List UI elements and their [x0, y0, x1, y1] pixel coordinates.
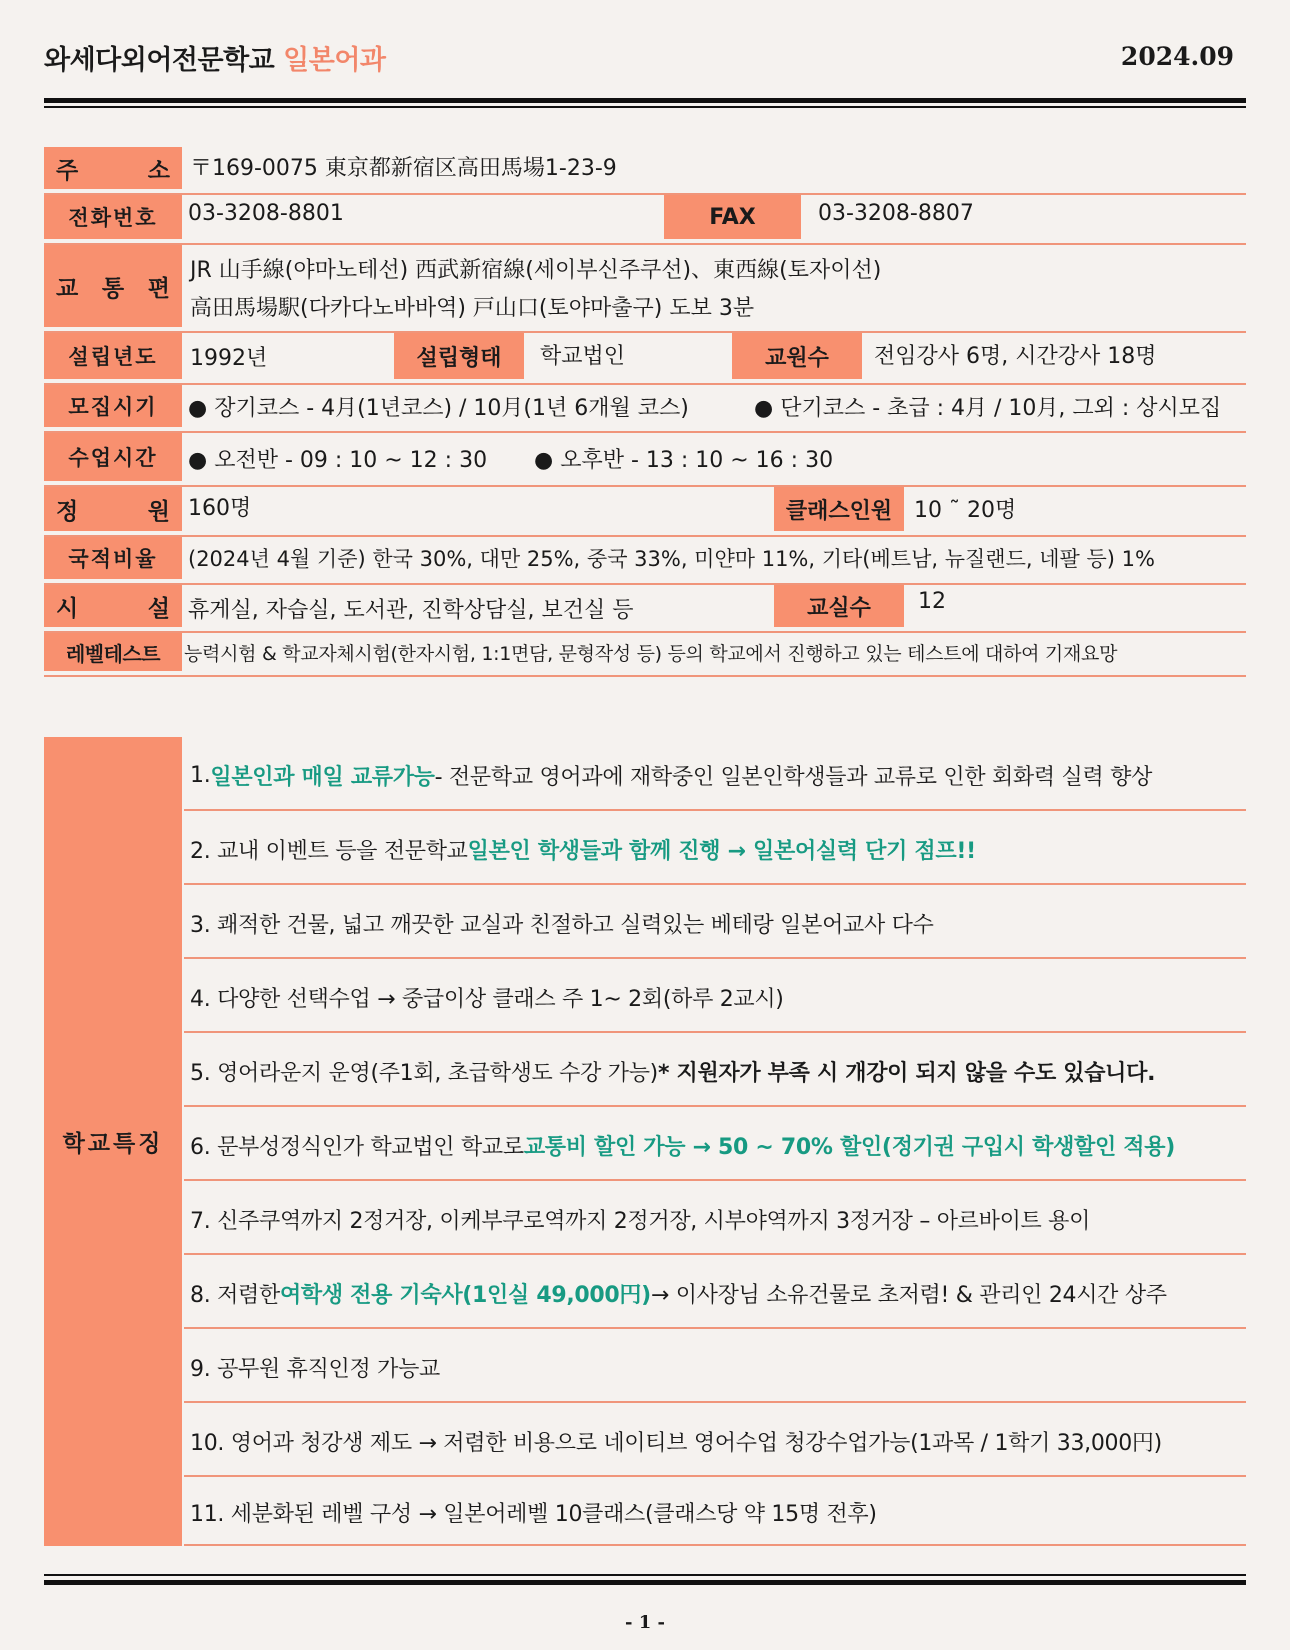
hours-am: ● 오전반 - 09 : 10 ~ 12 : 30	[188, 448, 488, 473]
label-phone: 전화번호	[44, 195, 182, 239]
label-staff: 교원수	[732, 333, 862, 379]
label-capacity: 정 원	[44, 487, 182, 531]
nationality-value: (2024년 4월 기준) 한국 30%, 대만 25%, 중국 33%, 미얀마 11%, 기타(베트남, 뉴질랜드, 네팔 등) 1%	[188, 547, 1155, 571]
footer-rule	[44, 1580, 1246, 1585]
feature-item-11: 11. 세분화된 레벨 구성 → 일본어레벨 10클래스(클래스당 약 15명 전후)	[184, 1477, 1246, 1546]
page-number: - 1 -	[625, 1612, 665, 1633]
label-nationality: 국적비율	[44, 537, 182, 579]
label-features: 학교특징	[44, 737, 182, 1546]
row-level-test	[44, 633, 1246, 677]
phone-value: 03-3208-8801	[188, 201, 344, 226]
recruit-long: ● 장기코스 - 4月(1년코스) / 10月(1년 6개월 코스)	[188, 396, 689, 421]
founded-value: 1992년	[190, 346, 268, 371]
feature-item-8: 8. 저렴한 여학생 전용 기숙사(1인실 49,000円) → 이사장님 소유건물로 초저렴! & 관리인 24시간 상주	[184, 1255, 1246, 1329]
label-founding-type: 설립형태	[394, 333, 524, 379]
feature-item-7: 7. 신주쿠역까지 2정거장, 이케부쿠로역까지 2정거장, 시부야역까지 3정거장 – 아르바이트 용이	[184, 1181, 1246, 1255]
issue-date: 2024.09	[1120, 42, 1234, 71]
feature-item-2: 2. 교내 이벤트 등을 전문학교 일본인 학생들과 함께 진행 → 일본어실력 단기 점프!!	[184, 811, 1246, 885]
transport-line1: JR 山手線(야마노테선) 西武新宿線(세이부신주쿠선)、東西線(토자이선)	[190, 258, 882, 283]
row-founded	[44, 333, 1246, 385]
row-phone	[44, 195, 1246, 245]
row-recruit	[44, 385, 1246, 433]
feature-item-9: 9. 공무원 휴직인정 가능교	[184, 1329, 1246, 1403]
header-rule-thin	[44, 106, 1246, 108]
transport-line2: 高田馬場駅(다카다노바바역) 戸山口(토야마출구) 도보 3분	[190, 296, 755, 321]
label-founded: 설립년도	[44, 333, 182, 379]
facility-value: 휴게실, 자습실, 도서관, 진학상담실, 보건실 등	[188, 598, 634, 623]
label-recruit: 모집시기	[44, 385, 182, 427]
level-test-value: 능력시험 & 학교자체시험(한자시험, 1:1면담, 문형작성 등) 등의 학교에서 진행하고 있는 테스트에 대하여 기재요망	[184, 643, 1118, 665]
label-fax: FAX	[664, 195, 801, 239]
fax-value: 03-3208-8807	[818, 201, 974, 226]
feature-item-6: 6. 문부성정식인가 학교법인 학교로 교통비 할인 가능 → 50 ~ 70% 할인(정기권 구입시 학생할인 적용)	[184, 1107, 1246, 1181]
label-hours: 수업시간	[44, 433, 182, 481]
label-facility: 시 설	[44, 585, 182, 627]
recruit-short: ● 단기코스 - 초급 : 4月 / 10月, 그외 : 상시모집	[754, 396, 1222, 421]
label-address: 주 소	[44, 147, 182, 189]
row-transport	[44, 245, 1246, 333]
feature-item-3: 3. 쾌적한 건물, 넓고 깨끗한 교실과 친절하고 실력있는 베테랑 일본어교사 다수	[184, 885, 1246, 959]
info-table	[44, 147, 1246, 677]
footer-rule-thin	[44, 1574, 1246, 1576]
address-value: 〒169-0075 東京都新宿区高田馬場1-23-9	[190, 156, 617, 181]
page-title	[44, 38, 385, 77]
feature-item-4: 4. 다양한 선택수업 → 중급이상 클래스 주 1~ 2회(하루 2교시)	[184, 959, 1246, 1033]
row-capacity	[44, 487, 1246, 537]
label-rooms: 교실수	[774, 585, 904, 627]
founding-type-value: 학교법인	[540, 344, 626, 369]
staff-value: 전임강사 6명, 시간강사 18명	[874, 344, 1157, 369]
class-size-value: 10 ˜ 20명	[914, 498, 1017, 523]
row-nationality	[44, 537, 1246, 585]
feature-item-5: 5. 영어라운지 운영(주1회, 초급학생도 수강 가능) * 지원자가 부족 시 개강이 되지 않을 수도 있습니다.	[184, 1033, 1246, 1107]
row-facility	[44, 585, 1246, 633]
capacity-value: 160명	[188, 496, 252, 521]
header-rule	[44, 98, 1246, 103]
row-address	[44, 147, 1246, 195]
label-class-size: 클래스인원	[774, 487, 904, 531]
row-hours	[44, 433, 1246, 487]
feature-item-1: 1. 일본인과 매일 교류가능 - 전문학교 영어과에 재학중인 일본인학생들과 교류로 인한 회화력 실력 향상	[184, 737, 1246, 811]
school-name: 와세다외어전문학교	[44, 45, 275, 76]
label-level-test: 레벨테스트	[44, 633, 182, 671]
department-name: 일본어과	[283, 45, 386, 76]
hours-pm: ● 오후반 - 13 : 10 ~ 16 : 30	[534, 448, 834, 473]
rooms-value: 12	[918, 589, 946, 614]
label-transport: 교 통 편	[44, 245, 182, 327]
feature-item-10: 10. 영어과 청강생 제도 → 저렴한 비용으로 네이티브 영어수업 청강수업가능(1과목 / 1학기 33,000円)	[184, 1403, 1246, 1477]
features-section	[44, 737, 1246, 1546]
